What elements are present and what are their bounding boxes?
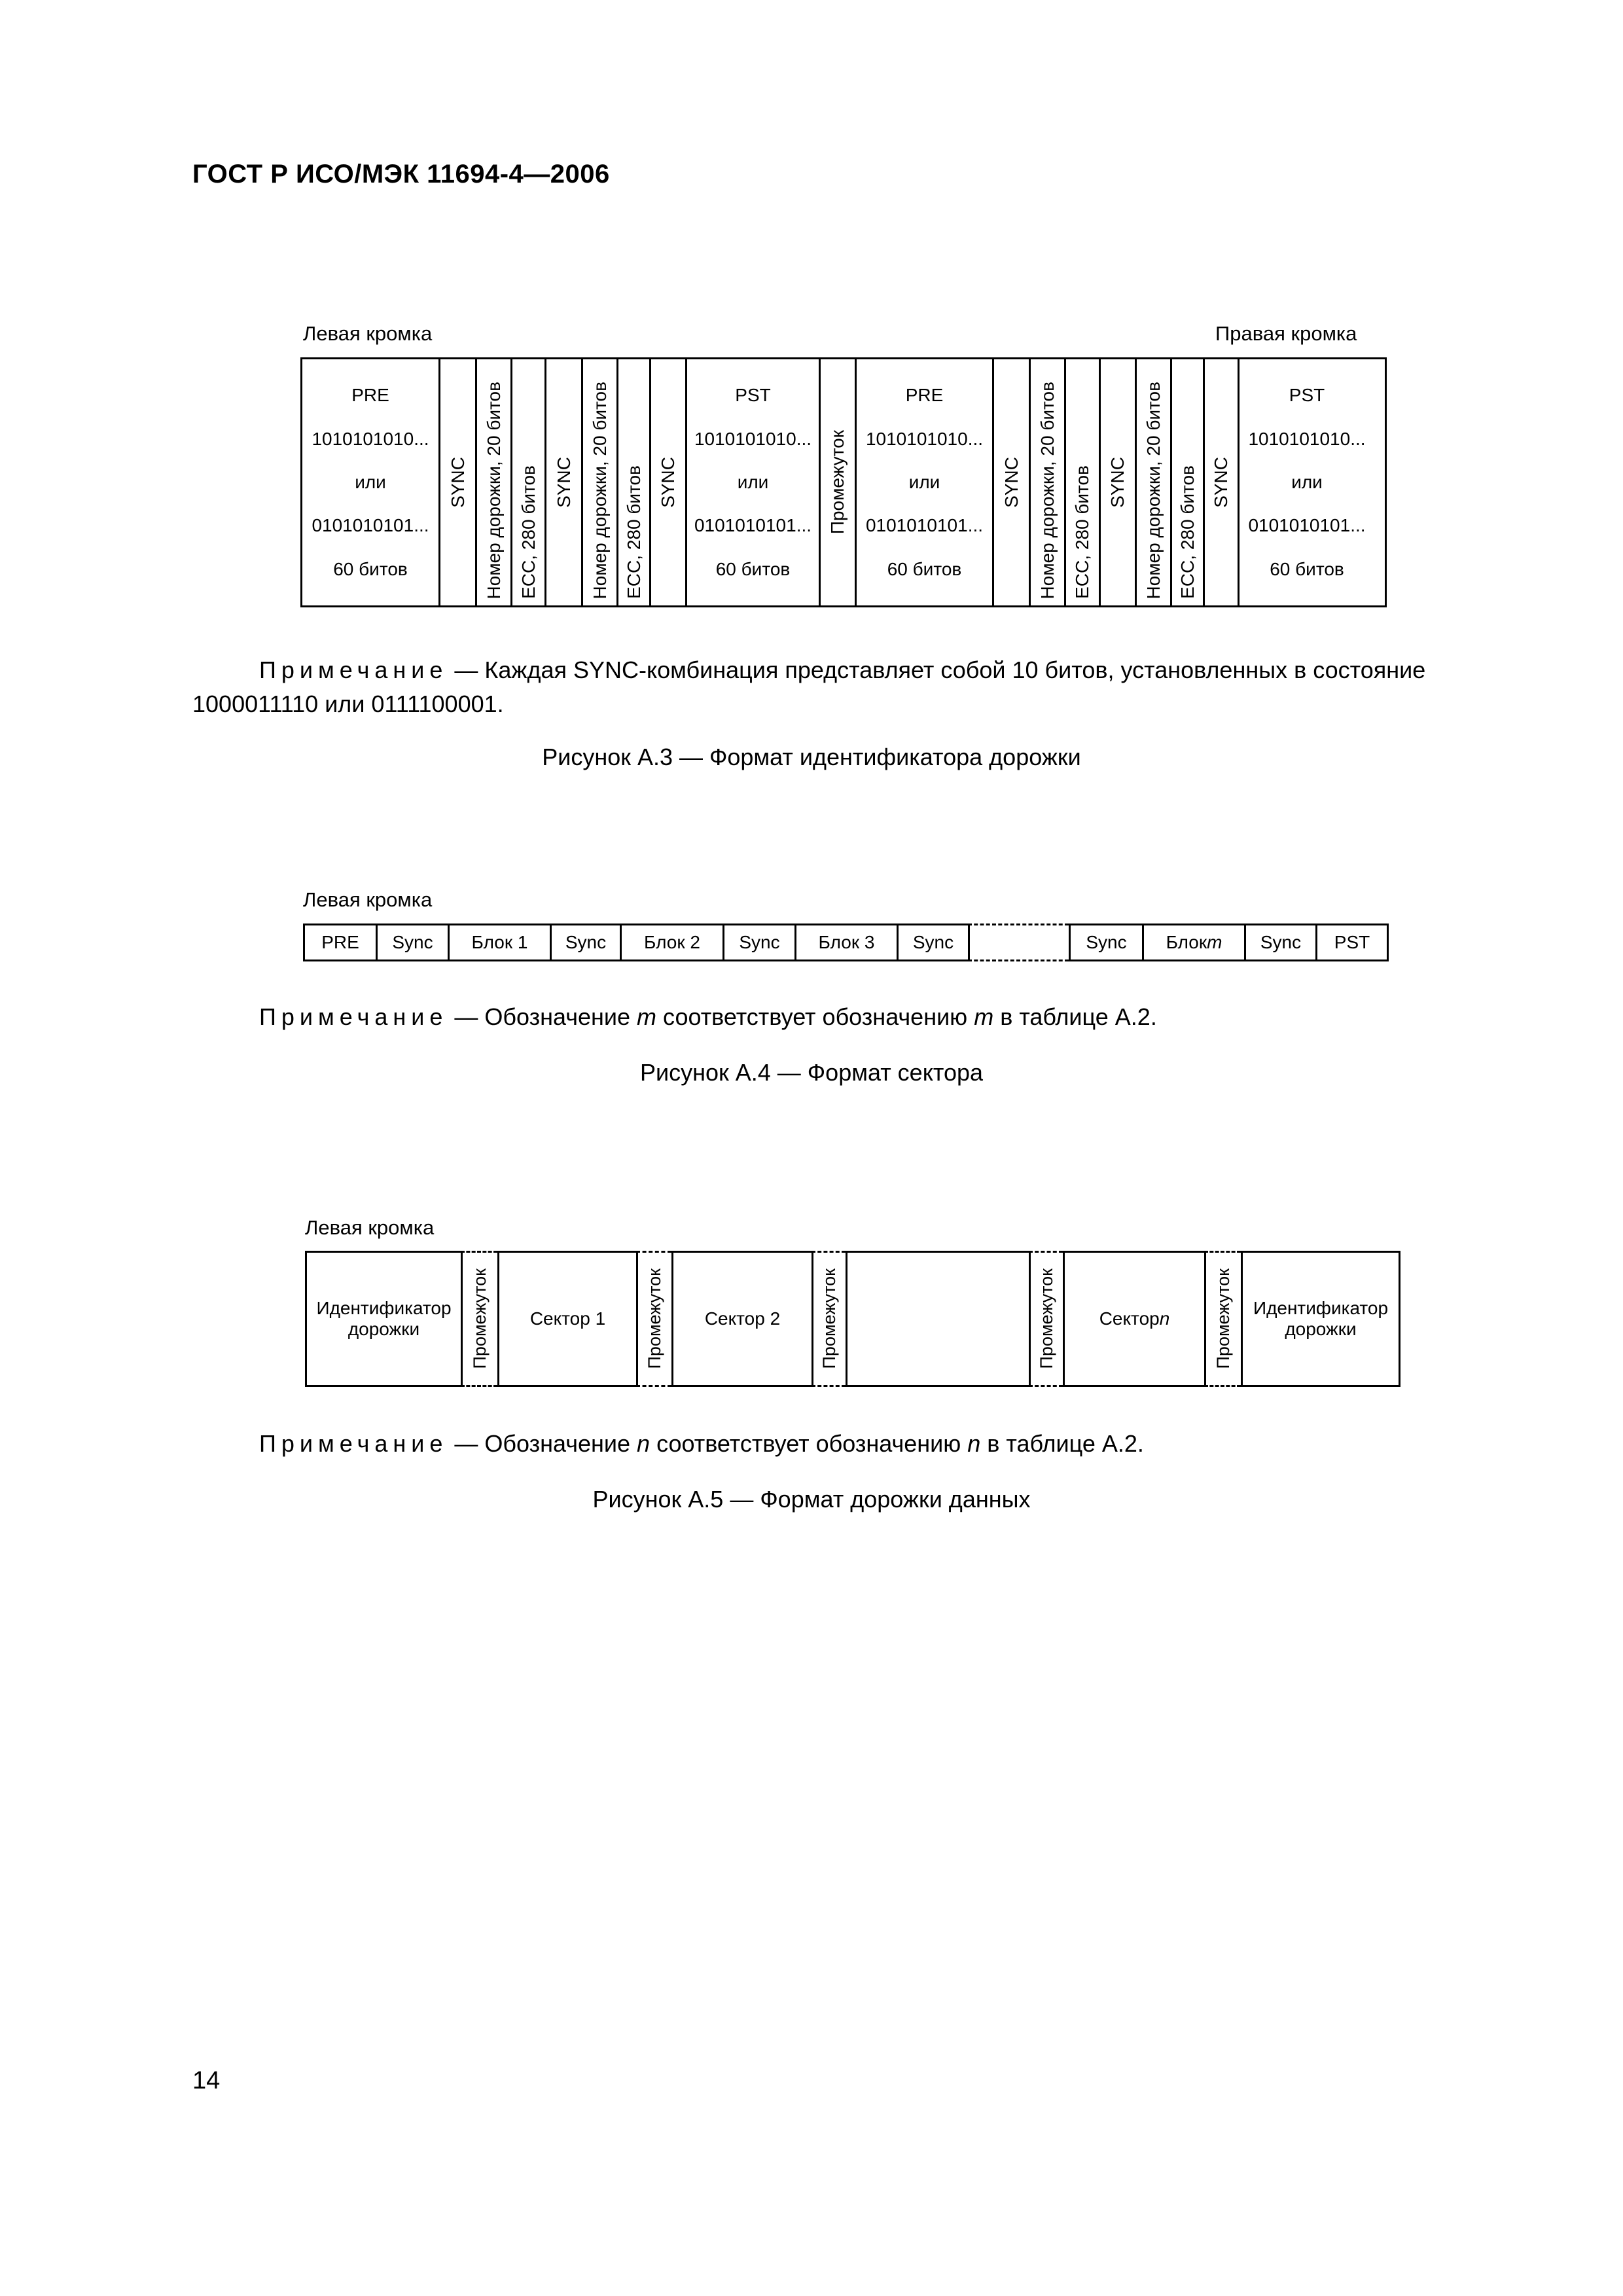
pre-bits: 60 битов	[333, 558, 408, 579]
track-number-cell	[1031, 359, 1066, 605]
track-number-label: Номер дорожки, 20 битов	[1143, 381, 1164, 599]
gap-label: Промежуток	[1213, 1268, 1233, 1369]
gap-label: Промежуток	[645, 1268, 664, 1369]
gap-cell	[1029, 1251, 1063, 1387]
block-m-text: Блок	[1166, 932, 1207, 952]
ecc-label: ECC, 280 битов	[518, 465, 539, 599]
page-number: 14	[192, 2067, 221, 2094]
note-label: Примечание	[259, 656, 448, 683]
sync-cell: Sync	[722, 924, 794, 961]
note-var: m	[974, 1003, 994, 1030]
note-text: — Каждая SYNC-комбинация представляет собой 10 битов, установленных в состояние	[448, 656, 1426, 683]
ecc-cell	[512, 359, 546, 605]
track-number-label: Номер дорожки, 20 битов	[483, 381, 504, 599]
pst-pattern-1: 1010101010...	[1248, 428, 1366, 449]
pst-cell	[687, 359, 821, 605]
track-id-cell: Идентификатор дорожки	[305, 1251, 461, 1387]
sync-label: SYNC	[553, 457, 574, 508]
left-edge-label: Левая кромка	[303, 322, 433, 345]
pre-or: или	[908, 471, 940, 492]
sector-n-text: Сектор	[1099, 1308, 1160, 1329]
pst-bits: 60 битов	[715, 558, 791, 579]
gap-label: Промежуток	[827, 430, 847, 535]
omitted-sectors-cell	[846, 1251, 1029, 1387]
note-var: m	[637, 1003, 657, 1030]
note-text: в таблице А.2.	[980, 1430, 1144, 1457]
track-number-cell	[477, 359, 512, 605]
pre-cell	[302, 359, 440, 605]
sector-format-diagram	[303, 924, 1389, 961]
pre-pattern-2: 0101010101...	[865, 515, 984, 536]
ecc-cell	[1066, 359, 1101, 605]
fig4-caption: Рисунок А.4 — Формат сектора	[639, 1059, 984, 1086]
sync-label: SYNC	[658, 457, 678, 508]
sync-label: SYNC	[1211, 457, 1231, 508]
pst-title: PST	[1289, 385, 1325, 406]
ecc-label: ECC, 280 битов	[1177, 465, 1198, 599]
sync-cell: Sync	[550, 924, 620, 961]
fig5-caption: Рисунок А.5 — Формат дорожки данных	[592, 1486, 1031, 1513]
note-var: n	[637, 1430, 651, 1457]
sync-cell	[1205, 359, 1240, 605]
gap-cell	[461, 1251, 497, 1387]
track-id-format-diagram	[300, 357, 1387, 607]
right-edge-label: Правая кромка	[1215, 322, 1357, 345]
note-var: n	[967, 1430, 981, 1457]
fig3-caption: Рисунок А.3 — Формат идентификатора дорожки	[542, 744, 1081, 770]
sync-cell: Sync	[1244, 924, 1315, 961]
note-text: соответствует обозначению	[650, 1430, 968, 1457]
sync-cell	[546, 359, 583, 605]
sync-label: SYNC	[1001, 457, 1022, 508]
left-edge-label: Левая кромка	[303, 888, 433, 911]
pst-title: PST	[735, 385, 771, 406]
block-3-cell: Блок 3	[794, 924, 897, 961]
pst-or: или	[1291, 471, 1323, 492]
track-number-cell	[583, 359, 618, 605]
omitted-cells	[968, 924, 1069, 961]
pst-or: или	[737, 471, 769, 492]
pst-pattern-1: 1010101010...	[694, 428, 812, 449]
pst-pattern-2: 0101010101...	[694, 515, 812, 536]
note-text: — Обозначение	[448, 1430, 637, 1457]
sync-cell	[1101, 359, 1137, 605]
gap-label: Промежуток	[819, 1268, 839, 1369]
document-header: ГОСТ Р ИСО/МЭК 11694-4—2006	[192, 160, 610, 188]
pst-bits: 60 битов	[1270, 558, 1344, 579]
block-2-cell: Блок 2	[620, 924, 722, 961]
block-m-var: m	[1207, 932, 1222, 952]
gap-label: Промежуток	[1037, 1268, 1056, 1369]
ecc-cell	[618, 359, 651, 605]
track-id-cell: Идентификатор дорожки	[1241, 1251, 1400, 1387]
sync-cell: Sync	[897, 924, 968, 961]
pre-title: PRE	[351, 385, 389, 406]
gap-cell	[821, 359, 857, 605]
sync-cell	[994, 359, 1031, 605]
pre-cell	[857, 359, 994, 605]
data-track-format-diagram	[305, 1251, 1400, 1387]
gap-cell	[636, 1251, 671, 1387]
fig4-note	[259, 1000, 1157, 1034]
sync-cell: Sync	[376, 924, 448, 961]
note-text: — Обозначение	[448, 1003, 637, 1030]
sync-cell: Sync	[1069, 924, 1142, 961]
note-label: Примечание	[259, 1003, 448, 1030]
track-number-label: Номер дорожки, 20 битов	[1037, 381, 1058, 599]
pre-pattern-1: 1010101010...	[312, 428, 429, 449]
pre-pattern-2: 0101010101...	[312, 515, 429, 536]
track-number-label: Номер дорожки, 20 битов	[589, 381, 610, 599]
pst-pattern-2: 0101010101...	[1248, 515, 1366, 536]
fig3-note	[259, 653, 1503, 687]
sync-cell	[651, 359, 687, 605]
sector-2-cell: Сектор 2	[671, 1251, 812, 1387]
track-number-cell	[1137, 359, 1172, 605]
ecc-cell	[1172, 359, 1205, 605]
pre-pattern-1: 1010101010...	[865, 428, 984, 449]
pre-or: или	[355, 471, 386, 492]
gap-cell	[812, 1251, 846, 1387]
fig5-note	[259, 1427, 1144, 1461]
pre-title: PRE	[905, 385, 944, 406]
pst-cell: PST	[1315, 924, 1389, 961]
gap-cell	[1204, 1251, 1241, 1387]
fig3-note-line2: 1000011110 или 0111100001.	[192, 691, 504, 717]
gap-label: Промежуток	[470, 1268, 490, 1369]
sync-label: SYNC	[447, 457, 468, 508]
sector-n-var: n	[1159, 1308, 1170, 1329]
ecc-label: ECC, 280 битов	[623, 465, 644, 599]
pst-cell	[1240, 359, 1374, 605]
pre-bits: 60 битов	[887, 558, 962, 579]
sync-label: SYNC	[1107, 457, 1128, 508]
block-1-cell: Блок 1	[448, 924, 550, 961]
sector-n-cell	[1063, 1251, 1204, 1387]
block-m-cell	[1142, 924, 1244, 961]
sync-cell	[440, 359, 477, 605]
pre-cell: PRE	[303, 924, 376, 961]
sector-1-cell: Сектор 1	[497, 1251, 636, 1387]
note-text: в таблице А.2.	[993, 1003, 1157, 1030]
left-edge-label: Левая кромка	[305, 1216, 435, 1239]
ecc-label: ECC, 280 битов	[1072, 465, 1092, 599]
note-text: соответствует обозначению	[656, 1003, 974, 1030]
note-label: Примечание	[259, 1430, 448, 1457]
